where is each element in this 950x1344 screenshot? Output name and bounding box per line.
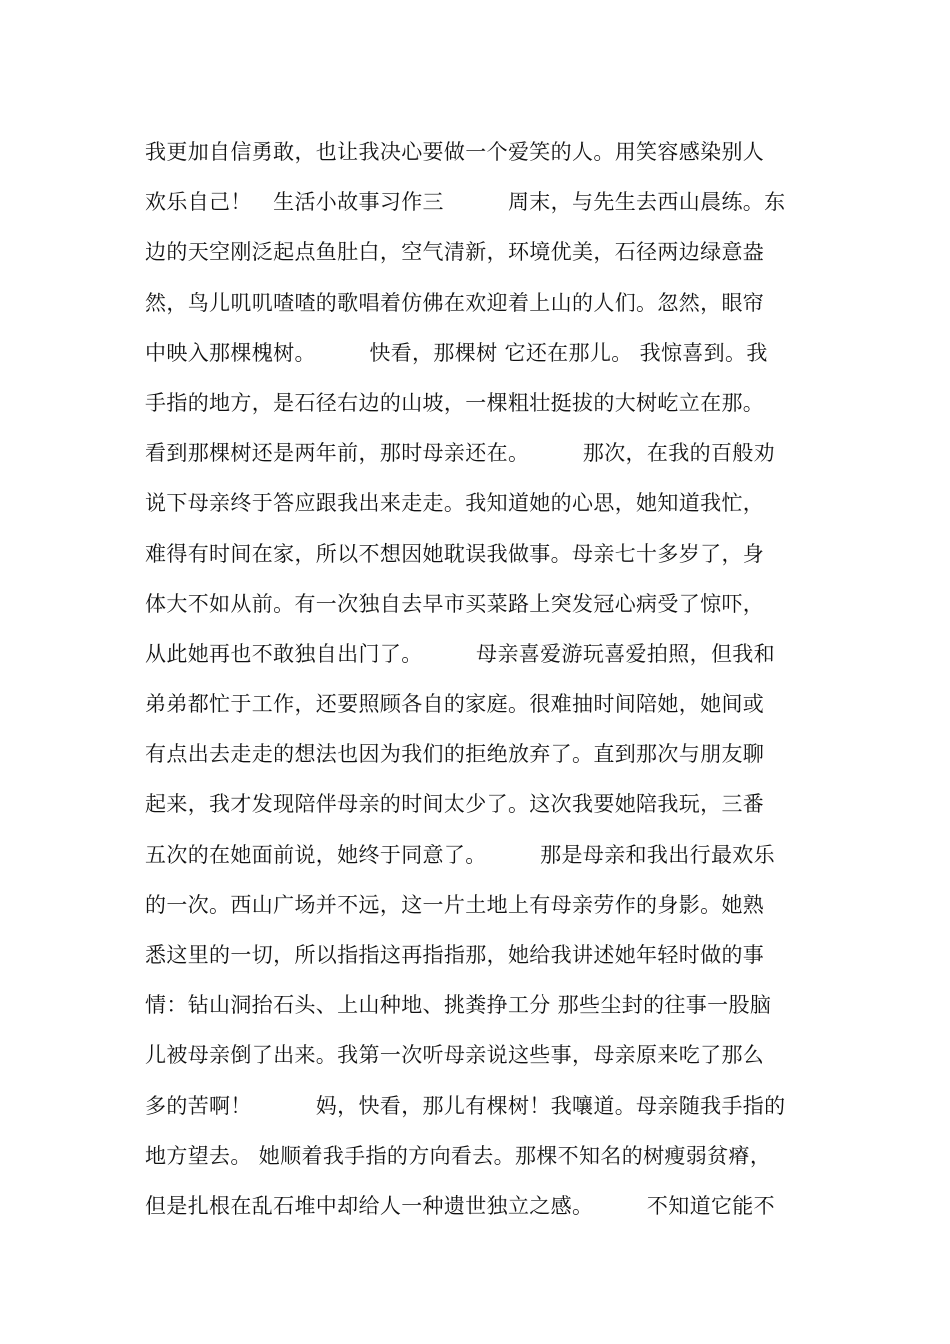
text-line: 有点出去走走的想法也因为我们的拒绝放弃了。直到那次与朋友聊 [145,742,765,767]
text-line: 多的苦啊！ 妈，快看，那儿有棵树！我嚷道。母亲随我手指的 [145,1093,786,1118]
text-line: 边的天空刚泛起点鱼肚白，空气清新，环境优美，石径两边绿意盎 [145,240,765,265]
text-line: 情：钻山洞抬石头、上山种地、挑粪挣工分 那些尘封的往事一股脑 [145,993,772,1018]
text-line: 看到那棵树还是两年前，那时母亲还在。 那次，在我的百般劝 [145,441,775,466]
text-line: 悉这里的一切，所以指指这再指指那，她给我讲述她年轻时做的事 [145,943,765,967]
text-line: 地方望去。 她顺着我手指的方向看去。那棵不知名的树瘦弱贫瘠， [145,1143,772,1168]
text-line: 体大不如从前。有一次独自去早市买菜路上突发冠心病受了惊吓， [145,591,765,616]
text-line: 起来，我才发现陪伴母亲的时间太少了。这次我要她陪我玩，三番 [145,792,765,817]
text-line: 中映入那棵槐树。 快看，那棵树 它还在那儿。 我惊喜到。我 [145,340,768,365]
text-line: 五次的在她面前说，她终于同意了。 那是母亲和我出行最欢乐 [145,842,775,867]
text-line: 欢乐自己！ 生活小故事习作三 周末，与先生去西山晨练。东 [145,190,786,215]
text-line: 从此她再也不敢独自出门了。 母亲喜爱游玩喜爱拍照，但我和 [145,641,775,666]
text-line: 儿被母亲倒了出来。我第一次听母亲说这些事，母亲原来吃了那么 [145,1043,765,1068]
text-line: 然，鸟儿叽叽喳喳的歌唱着仿佛在欢迎着上山的人们。忽然，眼帘 [145,290,765,315]
text-line: 手指的地方，是石径右边的山坡，一棵粗壮挺拔的大树屹立在那。 [145,390,765,415]
text-line: 难得有时间在家，所以不想因她耽误我做事。母亲七十多岁了，身 [145,541,765,566]
text-line: 的一次。西山广场并不远，这一片土地上有母亲劳作的身影。她熟 [145,892,765,917]
body-text [145,132,815,1236]
text-line: 但是扎根在乱石堆中却给人一种遗世独立之感。 不知道它能不 [145,1193,775,1218]
text-line: 我更加自信勇敢，也让我决心要做一个爱笑的人。用笑容感染别人 [145,140,765,164]
text-line: 说下母亲终于答应跟我出来走走。我知道她的心思，她知道我忙， [145,491,765,516]
text-line: 弟弟都忙于工作，还要照顾各自的家庭。很难抽时间陪她，她间或 [145,692,765,717]
